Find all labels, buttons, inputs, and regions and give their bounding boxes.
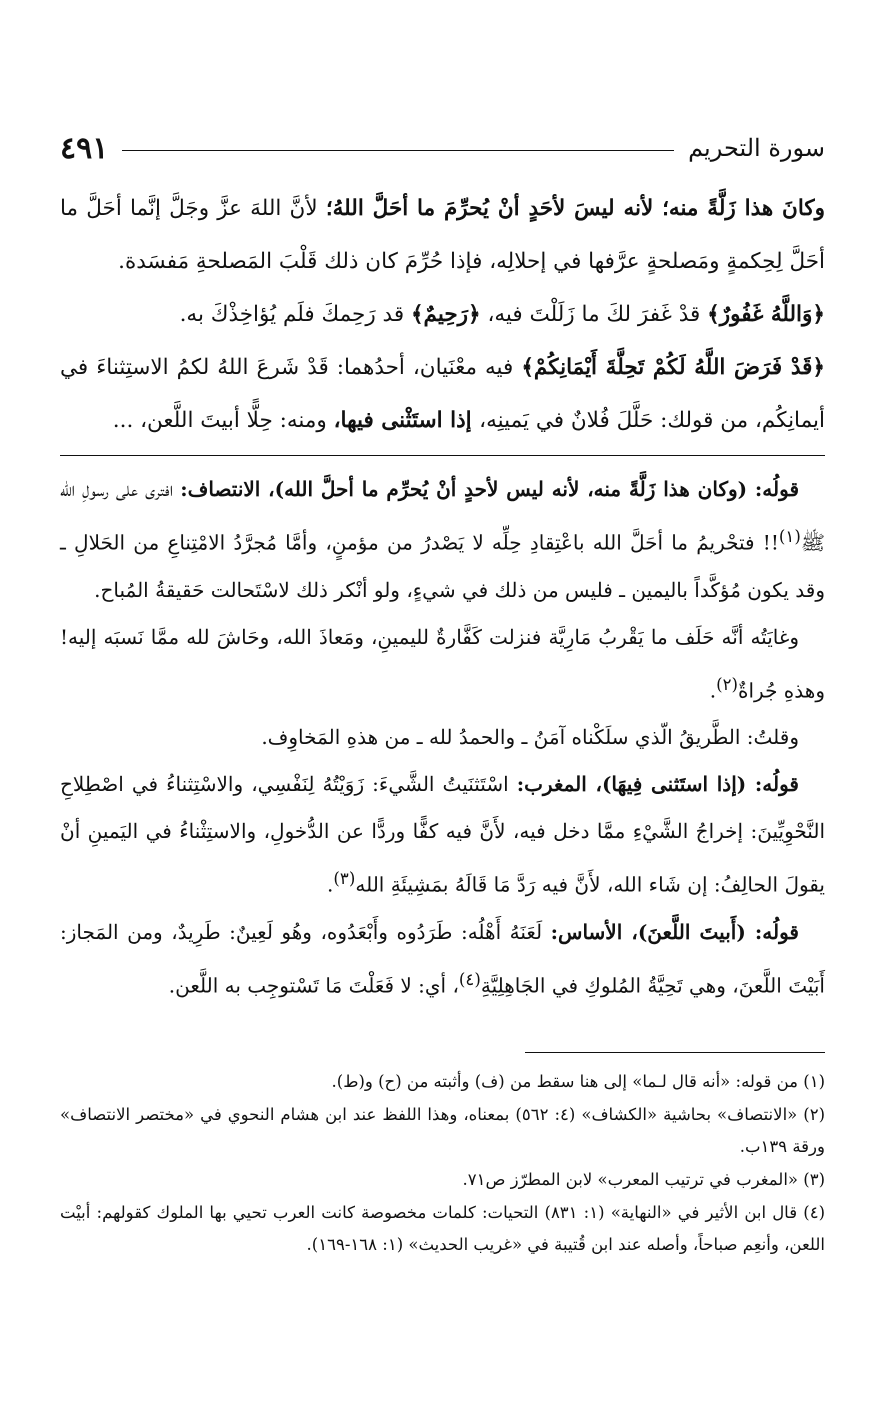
footnote-ref[interactable]: (٣): [333, 869, 356, 889]
main-text-run: قدْ غَفرَ لكَ ما زَلَلْتَ فيه،: [480, 302, 708, 327]
section-divider: [60, 455, 825, 456]
main-paragraph: [60, 182, 825, 288]
quran-verse: ﴿قَدْ فَرَضَ اللَّهُ لَكُمْ تَحِلَّةَ أَيْمَانِكُمْ﴾: [521, 355, 826, 380]
main-text-run: لأنَّ اللهَ عزَّ وجَلَّ إنَّما أحَلَّ ما أحَلَّ لِحِكمةٍ ومَصلحةٍ عرَّفها في إحلالِه، فإذا حُرِّمَ كان ذلك قَلْبَ المَصلحةِ مَفسَدة.: [60, 196, 825, 274]
footnote-item: (٢) «الانتصاف» بحاشية «الكشاف» (٤: ٥٦٢) بمعناه، وهذا اللفظ عند ابن هشام النحوي في «مختصر الانتصاف» ورقة ١٣٩ب.: [60, 1105, 825, 1156]
commentary-text: وقلتُ: الطَّريقُ الّذي سلَكْناه آمَنُ ـ والحمدُ لله ـ من هذهِ المَخاوِف.: [261, 725, 799, 750]
commentary-text: لَعَنَهُ أَهْلُه: طَرَدُوه وأَبْعَدُوه، وهُو لَعِينٌ: طَرِيدٌ، ومن المَجاز: أَبَيْتَ اللَّعنَ، وهي تَحِيَّةُ المُلوكِ في الجَاهِلِيَّةِ: [60, 919, 825, 998]
main-text-run: ومنه: حِلًّا أبيتَ اللَّعن، ...: [112, 408, 334, 433]
main-bold-phrase: إذا استَثْنى فيها،: [333, 408, 480, 433]
page-number: ٤٩١: [60, 130, 109, 166]
commentary: [60, 466, 825, 1010]
footnote-ref[interactable]: (١): [778, 527, 801, 546]
commentary-text: افترى على رسولِ الله ﷺ: [60, 477, 825, 555]
commentary-text: ، أي: لا فَعَلْتَ مَا تَسْتوجِب به اللَّعن.: [168, 973, 459, 998]
commentary-text: !! فتحْريمُ ما أحَلَّ الله باعْتِقادِ حِلِّه لا يَصْدرُ من مؤمنٍ، وأمَّا مُجرَّدُ الامْتِناعِ من الحَلالِ ـ وقد يكون مُؤكَّداً باليمين ـ فليس من ذلك في شيءٍ، ولو أنْكر ذلك لاسْتَحالت حَقيقةُ المُباح.: [60, 530, 825, 602]
commentary-text: .: [709, 678, 717, 703]
main-lead: وكانَ هذا زَلَّةً منه؛: [662, 196, 826, 221]
footnote-item: (٤) قال ابن الأثير في «النهاية» (١: ٨٣١) التحيات: كلمات مخصوصة كانت العرب تحيي بها الملوك كقولهم: أبيْت اللعن، وأنعِم صباحاً، وأصله عند ابن قُتيبة في «غريب الحديث» (١: ١٦٨-١٦٩).: [60, 1203, 825, 1254]
main-text-run: قد رَحِمكَ فلَم يُؤاخِذْكَ به.: [179, 302, 411, 327]
commentary-lemma: قولُه: (وكان هذا زَلَّةً منه، لأنه ليس لأحدٍ أنْ يُحرِّم ما أحلَّ الله)، الانتصاف:: [180, 477, 800, 501]
commentary-paragraph: [60, 614, 825, 715]
quran-verse: ﴿وَاللَّهُ غَفُورٌ﴾: [707, 302, 825, 327]
main-paragraph: [60, 288, 825, 341]
commentary-paragraph: [60, 466, 825, 614]
surah-title: سورة التحريم: [688, 134, 825, 162]
header-rule: [122, 150, 674, 151]
main-paragraph: [60, 341, 825, 447]
page-header: [60, 124, 825, 172]
commentary-paragraph: [60, 714, 825, 761]
main-bold-phrase: لأنه ليسَ لأحَدٍ أنْ يُحرِّمَ ما أحَلَّ اللهُ؛: [325, 196, 663, 221]
commentary-text: وغايَتُه أنَّه حَلَف ما يَقْربُ مَارِيَّة فنزلت كَفَّارةٌ لليمينِ، ومَعاذَ الله، وحَاشَ لله ممَّا نَسبَه إليه! وهذهِ جُراةٌ: [60, 624, 825, 703]
commentary-lemma: قولُه: (أَبيتَ اللَّعنَ)، الأساس:: [550, 919, 799, 944]
footnote-item: (١) من قوله: «أنه قال لـما» إلى هنا سقط من (ف) وأثبته من (ح) و(ط).: [331, 1072, 825, 1091]
footnote-item: (٣) «المغرب في ترتيب المعرب» لابن المطرّز ص٧١.: [462, 1170, 825, 1189]
quran-verse: ﴿رَحِيمٌ﴾: [410, 302, 481, 327]
commentary-text: .: [327, 872, 334, 897]
footnotes: [60, 1066, 825, 1262]
footnote-ref[interactable]: (٤): [458, 969, 481, 989]
commentary-text: اسْتَثنَيتُ الشَّيءَ: زَوَيْتُهُ لِنَفْسِي، والاسْتِثناءُ في اصْطِلاحِ النَّحْوِيِّينَ: إخراجُ الشَّيْءِ ممَّا دخل فيه، لأَنَّ فيه كفًّا وردًّا عن الدُّخولِ، والاستِثْناءُ في اليَمينِ أنْ يقولَ الحالِفُ: إن شَاء الله، لأَنَّ فيه رَدَّ مَا قَالَهُ بمَشِيئَةِ الله: [60, 772, 825, 897]
commentary-paragraph: [60, 761, 825, 909]
footnote-ref[interactable]: (٢): [716, 674, 739, 694]
commentary-lemma: قولُه: (إذا استَثنى فِيهَا)، المغرب:: [516, 772, 799, 797]
commentary-paragraph: [60, 909, 825, 1010]
footnote-divider: [525, 1052, 825, 1053]
main-text-run: فيه معْنَيان، أحدُهما: قَدْ شَرعَ اللهُ لكمُ الاستِثناءَ في أيمانِكُم، من قولك: حَلَّلَ فُلانٌ في يَمينِه،: [60, 355, 825, 433]
main-text: [60, 182, 825, 447]
